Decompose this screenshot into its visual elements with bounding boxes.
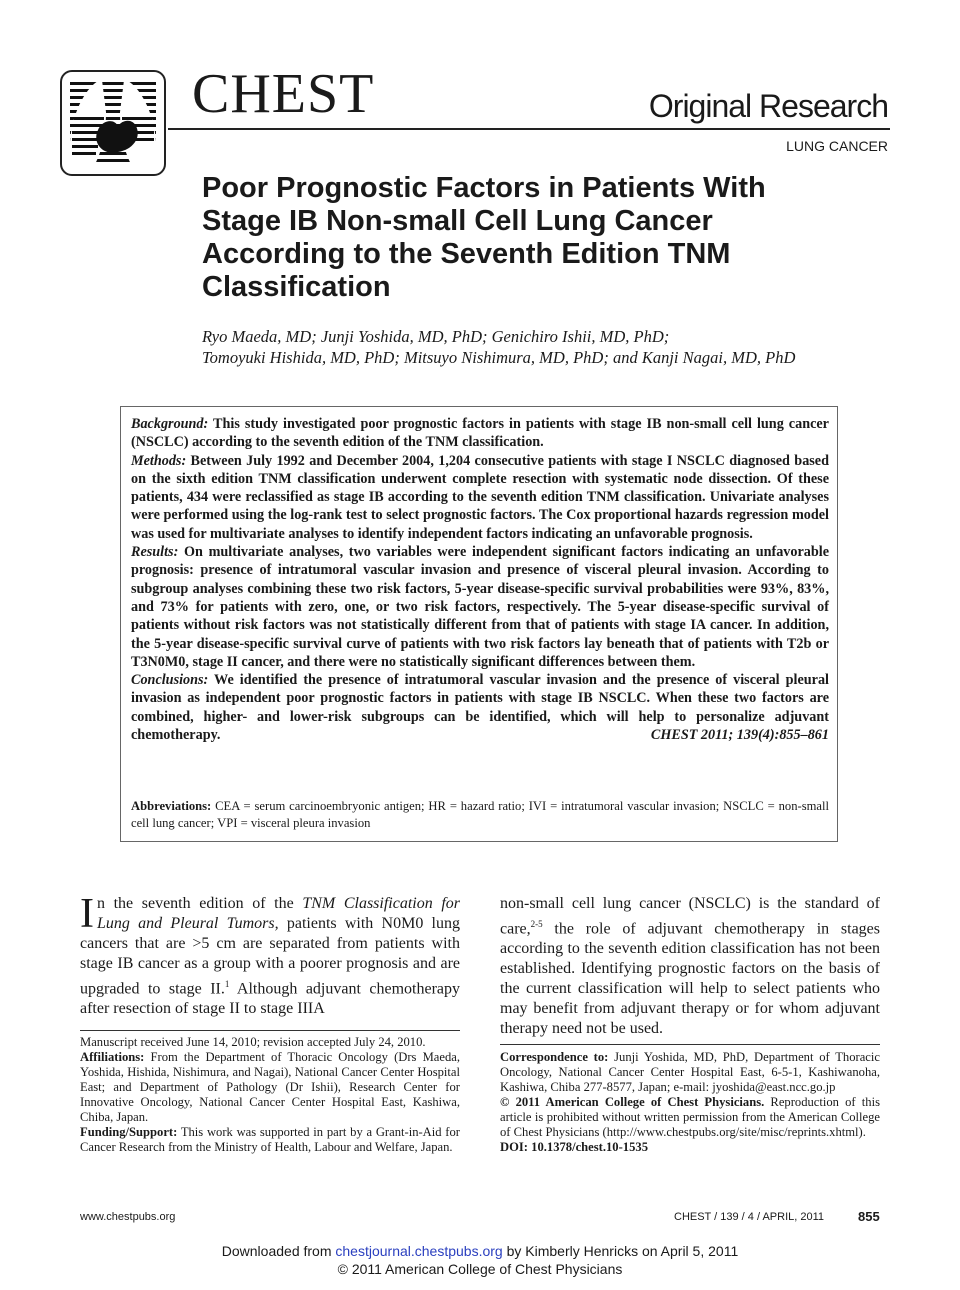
download-notice: Downloaded from chestjournal.chestpubs.org by Kimberly Henricks on April 5, 2011 © 2011 American College of Chest Physicians: [0, 1242, 960, 1278]
reference-marker: 2-5: [530, 919, 543, 929]
journal-logo: [60, 70, 166, 176]
affiliations: Affiliations: From the Department of Thoracic Oncology (Drs Maeda, Yoshida, Hishida, Nishimura, and Nagai), National Cancer Center Hospital East; and Department of Pathology (Dr Ishii), Research Center for Innovative Oncology, National Cancer Center Hospital East, Kashiwa, Chiba, Japan.: [80, 1050, 461, 1124]
section-label: LUNG CANCER: [786, 138, 888, 154]
body-column-left: In the seventh edition of the TNM Classification for Lung and Pleural Tumors, patients with N0M0 lung cancers that are >5 cm are separated from patients with stage IB cancer as a group with a poorer prognosis and are upgraded to stage II.$^1$ Although adjuvant chemotherapy after resection of stage II to stage IIIA: [80, 891, 461, 1018]
abstract-background: Background: This study investigated poor prognostic factors in patients with stage IB non-small cell lung cancer (NSCLC) according to the seventh edition of the TNM classification.: [131, 416, 829, 451]
author-list: [202, 326, 882, 368]
citation: CHEST 2011; 139(4):855–861: [650, 727, 829, 744]
body-column-right: non-small cell lung cancer (NSCLC) is the standard of care,$^{2-5}$ the role of adjuvant chemotherapy in stages according to the seventh edition classification has not been established. Identifying prognostic factors on the basis of the current classification will help to select patients who may benefit from adjuvant therapy or for whom adjuvant therapy need not be used.: [500, 895, 880, 1038]
download-link[interactable]: chestjournal.chestpubs.org: [335, 1243, 503, 1259]
article-title: Poor Prognostic Factors in Patients With Stage IB Non-small Cell Lung Cancer According to the Seventh Edition TNM Classification: [202, 172, 766, 303]
abstract-conclusions: Conclusions: We identified the presence of intratumoral vascular invasion and the presence of visceral pleural invasion as independent poor prognostic factors in patients with stage IB NSCLC. When these two factors are combined, higher- and lower-risk subgroups can be identified, which will help to personalize adjuvant chemotherapy. CHEST 2011; 139(4):855–861: [131, 672, 829, 744]
footnote-rule: [80, 1030, 460, 1031]
footnotes-left: [80, 1035, 460, 1155]
footer-issue: CHEST / 139 / 4 / APRIL, 2011: [674, 1211, 825, 1223]
page-number: 855: [858, 1209, 880, 1224]
abstract-results: Results: On multivariate analyses, two variables were independent significant factors indicating an unfavorable prognosis: presence of intratumoral vascular invasion and presence of visceral pleural invasion. According to subgroup analyses combining these two risk factors, 5-year disease-specific survival probabilities were 93%, 83%, and 73% for patients with zero, one, or two risk factors, respectively. The 5-year disease-specific survival of patients without risk factors was not statistically different from that of patients with stage IA cancer. In addition, the 5-year disease-specific survival curve of patients with two risk factors lay beneath that of patients with T2b or T3N0M0, stage II cancer, and there were no statistically significant differences between them.: [131, 544, 830, 670]
header-rule: [168, 128, 890, 130]
abstract-methods: Methods: Between July 1992 and December 2004, 1,204 consecutive patients with stage I NSCLC diagnosed based on the sixth edition TNM classification underwent complete resection with systematic node dissection. Of these patients, 434 were reclassified as stage IB according to the seventh edition TNM classification. Univariate analyses were performed using the log-rank test to select prognostic factors. The Cox proportional hazards regression model was used for multivariate analyses to identify independent factors indicating an unfavorable prognosis.: [131, 452, 829, 542]
copyright-line: © 2011 American College of Chest Physicians: [337, 1261, 623, 1277]
funding: Funding/Support: This work was supported in part by a Grant-in-Aid for Cancer Research from the Ministry of Health, Labour and Welfare, Japan.: [80, 1125, 460, 1154]
article-type: Original Research: [648, 88, 888, 124]
doi: DOI: 10.1378/chest.10-1535: [500, 1140, 648, 1154]
lungs-heart-logo-icon: [62, 72, 164, 174]
author-line: Tomoyuki Hishida, MD, PhD; Mitsuyo Nishimura, MD, PhD; and Kanji Nagai, MD, PhD: [202, 348, 796, 367]
footer-url[interactable]: www.chestpubs.org: [80, 1211, 176, 1223]
footnotes-right: [500, 1050, 880, 1155]
journal-name: CHEST: [192, 63, 375, 125]
manuscript-dates: Manuscript received June 14, 2010; revision accepted July 24, 2010.: [80, 1035, 426, 1049]
reference-marker: 1: [224, 979, 230, 989]
correspondence: Correspondence to: Junji Yoshida, MD, PhD, Department of Thoracic Oncology, National Cancer Center Hospital East, 6-5-1, Kashiwanoha, Kashiwa, Chiba 277-8577, Japan; e-mail: jyoshida@east.ncc.go.jp: [500, 1050, 880, 1094]
abstract: [131, 415, 829, 744]
footnote-rule: [500, 1044, 880, 1045]
drop-cap: I: [80, 891, 94, 937]
abbreviations: Abbreviations: CEA = serum carcinoembryonic antigen; HR = hazard ratio; IVI = intratumoral vascular invasion; NSCLC = non-small cell lung cancer; VPI = visceral pleura invasion: [131, 799, 829, 830]
author-line: Ryo Maeda, MD; Junji Yoshida, MD, PhD; Genichiro Ishii, MD, PhD;: [202, 327, 670, 346]
copyright-notice: © 2011 American College of Chest Physicians. Reproduction of this article is prohibited without written permission from the American College of Chest Physicians (http://www.chestpubs.org/site/misc/reprints.xhtml).: [500, 1095, 880, 1139]
